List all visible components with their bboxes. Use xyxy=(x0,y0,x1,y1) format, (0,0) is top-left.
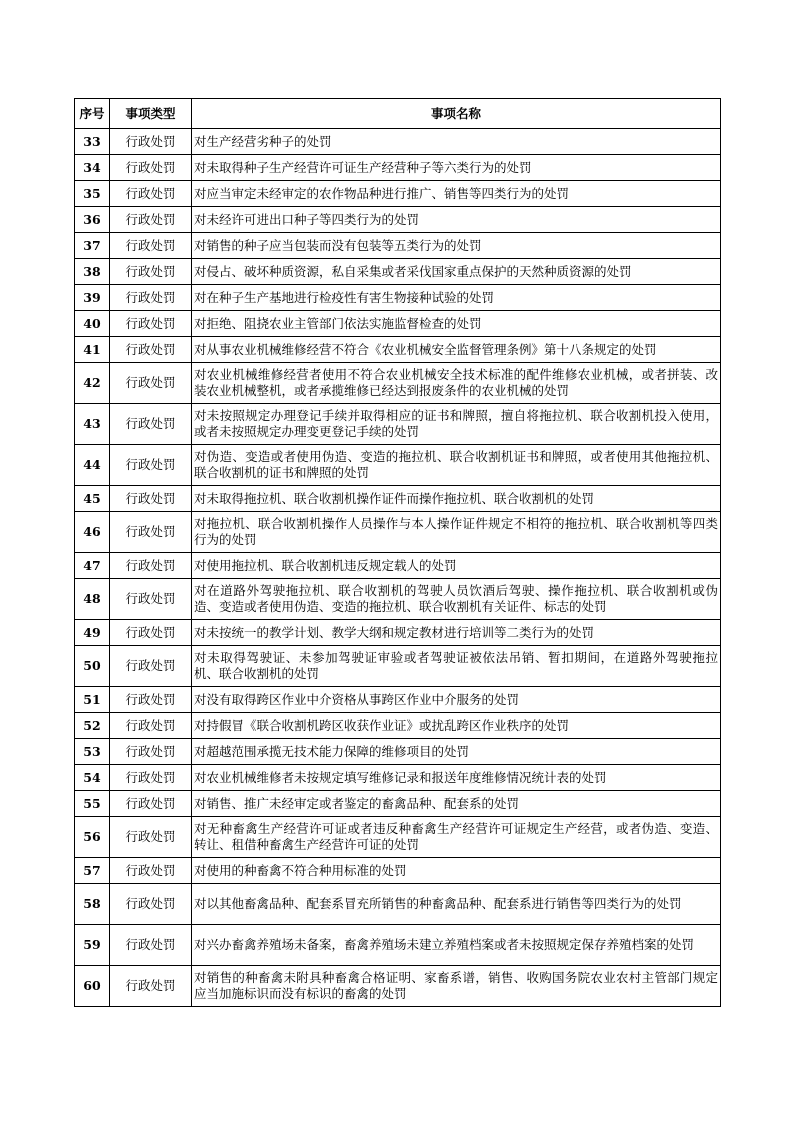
table-row xyxy=(75,311,721,337)
row-type: 行政处罚 xyxy=(110,884,192,925)
table-row xyxy=(75,512,721,553)
row-no: 49 xyxy=(75,620,110,646)
row-no: 41 xyxy=(75,337,110,363)
row-name: 对持假冒《联合收割机跨区收获作业证》或扰乱跨区作业秩序的处罚 xyxy=(192,713,721,739)
row-type: 行政处罚 xyxy=(110,311,192,337)
row-type: 行政处罚 xyxy=(110,207,192,233)
row-name: 对农业机械维修经营者使用不符合农业机械安全技术标准的配件维修农业机械，或者拼装、改装农业机械整机，或者承揽维修已经达到报废条件的农业机械的处罚 xyxy=(192,363,721,404)
row-no: 34 xyxy=(75,155,110,181)
row-name: 对未取得拖拉机、联合收割机操作证件而操作拖拉机、联合收割机的处罚 xyxy=(192,486,721,512)
row-name: 对拒绝、阻挠农业主管部门依法实施监督检查的处罚 xyxy=(192,311,721,337)
row-name: 对无种畜禽生产经营许可证或者违反种畜禽生产经营许可证规定生产经营，或者伪造、变造、转让、租借种畜禽生产经营许可证的处罚 xyxy=(192,817,721,858)
row-type: 行政处罚 xyxy=(110,966,192,1007)
table-row xyxy=(75,129,721,155)
row-no: 48 xyxy=(75,579,110,620)
row-name: 对销售的种畜禽未附具种畜禽合格证明、家畜系谱，销售、收购国务院农业农村主管部门规定应当加施标识而没有标识的畜禽的处罚 xyxy=(192,966,721,1007)
table-row xyxy=(75,713,721,739)
row-type: 行政处罚 xyxy=(110,791,192,817)
row-type: 行政处罚 xyxy=(110,765,192,791)
row-no: 45 xyxy=(75,486,110,512)
row-type: 行政处罚 xyxy=(110,713,192,739)
row-no: 43 xyxy=(75,404,110,445)
table-row xyxy=(75,966,721,1007)
row-name: 对伪造、变造或者使用伪造、变造的拖拉机、联合收割机证书和牌照，或者使用其他拖拉机、联合收割机的证书和牌照的处罚 xyxy=(192,445,721,486)
row-name: 对使用拖拉机、联合收割机违反规定载人的处罚 xyxy=(192,553,721,579)
table-row xyxy=(75,817,721,858)
row-name: 对没有取得跨区作业中介资格从事跨区作业中介服务的处罚 xyxy=(192,687,721,713)
table-row xyxy=(75,363,721,404)
row-no: 46 xyxy=(75,512,110,553)
row-type: 行政处罚 xyxy=(110,181,192,207)
row-name: 对超越范围承揽无技术能力保障的维修项目的处罚 xyxy=(192,739,721,765)
row-type: 行政处罚 xyxy=(110,620,192,646)
table-row xyxy=(75,337,721,363)
table-row xyxy=(75,765,721,791)
row-name: 对农业机械维修者未按规定填写维修记录和报送年度维修情况统计表的处罚 xyxy=(192,765,721,791)
row-type: 行政处罚 xyxy=(110,486,192,512)
row-type: 行政处罚 xyxy=(110,285,192,311)
row-name: 对未经许可进出口种子等四类行为的处罚 xyxy=(192,207,721,233)
row-no: 50 xyxy=(75,646,110,687)
row-no: 58 xyxy=(75,884,110,925)
row-no: 53 xyxy=(75,739,110,765)
table-row xyxy=(75,925,721,966)
row-type: 行政处罚 xyxy=(110,445,192,486)
row-type: 行政处罚 xyxy=(110,739,192,765)
row-name: 对生产经营劣种子的处罚 xyxy=(192,129,721,155)
row-no: 57 xyxy=(75,858,110,884)
row-no: 52 xyxy=(75,713,110,739)
row-name: 对未按照规定办理登记手续并取得相应的证书和牌照，擅自将拖拉机、联合收割机投入使用，或者未按照规定办理变更登记手续的处罚 xyxy=(192,404,721,445)
table-row xyxy=(75,858,721,884)
table-row xyxy=(75,259,721,285)
row-name: 对在种子生产基地进行检疫性有害生物接种试验的处罚 xyxy=(192,285,721,311)
table-row xyxy=(75,620,721,646)
row-type: 行政处罚 xyxy=(110,687,192,713)
row-type: 行政处罚 xyxy=(110,259,192,285)
row-type: 行政处罚 xyxy=(110,404,192,445)
row-type: 行政处罚 xyxy=(110,512,192,553)
row-no: 51 xyxy=(75,687,110,713)
row-no: 56 xyxy=(75,817,110,858)
row-name: 对未取得种子生产经营许可证生产经营种子等六类行为的处罚 xyxy=(192,155,721,181)
header-no: 序号 xyxy=(75,99,110,129)
row-name: 对未按统一的教学计划、教学大纲和规定教材进行培训等二类行为的处罚 xyxy=(192,620,721,646)
row-type: 行政处罚 xyxy=(110,858,192,884)
table-row xyxy=(75,181,721,207)
row-name: 对从事农业机械维修经营不符合《农业机械安全监督管理条例》第十八条规定的处罚 xyxy=(192,337,721,363)
row-no: 33 xyxy=(75,129,110,155)
table-row xyxy=(75,553,721,579)
document-page xyxy=(74,98,720,1007)
table-row xyxy=(75,687,721,713)
row-name: 对兴办畜禽养殖场未备案，畜禽养殖场未建立养殖档案或者未按照规定保存养殖档案的处罚 xyxy=(192,925,721,966)
row-type: 行政处罚 xyxy=(110,337,192,363)
table-row xyxy=(75,646,721,687)
row-name: 对销售的种子应当包装而没有包装等五类行为的处罚 xyxy=(192,233,721,259)
table-row xyxy=(75,884,721,925)
table-row xyxy=(75,739,721,765)
table-row xyxy=(75,791,721,817)
row-name: 对使用的种畜禽不符合种用标准的处罚 xyxy=(192,858,721,884)
table-row xyxy=(75,207,721,233)
row-type: 行政处罚 xyxy=(110,155,192,181)
row-type: 行政处罚 xyxy=(110,646,192,687)
row-name: 对侵占、破坏种质资源，私自采集或者采伐国家重点保护的天然种质资源的处罚 xyxy=(192,259,721,285)
row-name: 对销售、推广未经审定或者鉴定的畜禽品种、配套系的处罚 xyxy=(192,791,721,817)
row-type: 行政处罚 xyxy=(110,129,192,155)
row-no: 42 xyxy=(75,363,110,404)
table-row xyxy=(75,486,721,512)
row-name: 对应当审定未经审定的农作物品种进行推广、销售等四类行为的处罚 xyxy=(192,181,721,207)
row-no: 37 xyxy=(75,233,110,259)
header-name: 事项名称 xyxy=(192,99,721,129)
row-no: 44 xyxy=(75,445,110,486)
header-type: 事项类型 xyxy=(110,99,192,129)
row-no: 55 xyxy=(75,791,110,817)
table-row xyxy=(75,579,721,620)
row-no: 36 xyxy=(75,207,110,233)
row-no: 54 xyxy=(75,765,110,791)
row-type: 行政处罚 xyxy=(110,233,192,259)
row-name: 对未取得驾驶证、未参加驾驶证审验或者驾驶证被依法吊销、暂扣期间，在道路外驾驶拖拉机、联合收割机的处罚 xyxy=(192,646,721,687)
table-row xyxy=(75,155,721,181)
row-no: 60 xyxy=(75,966,110,1007)
table-header-row xyxy=(75,99,721,129)
row-no: 38 xyxy=(75,259,110,285)
row-name: 对拖拉机、联合收割机操作人员操作与本人操作证件规定不相符的拖拉机、联合收割机等四类行为的处罚 xyxy=(192,512,721,553)
items-table xyxy=(74,98,721,1007)
row-no: 39 xyxy=(75,285,110,311)
row-no: 59 xyxy=(75,925,110,966)
row-name: 对在道路外驾驶拖拉机、联合收割机的驾驶人员饮酒后驾驶、操作拖拉机、联合收割机或伪造、变造或者使用伪造、变造的拖拉机、联合收割机有关证件、标志的处罚 xyxy=(192,579,721,620)
row-type: 行政处罚 xyxy=(110,579,192,620)
row-name: 对以其他畜禽品种、配套系冒充所销售的种畜禽品种、配套系进行销售等四类行为的处罚 xyxy=(192,884,721,925)
row-type: 行政处罚 xyxy=(110,553,192,579)
table-row xyxy=(75,445,721,486)
row-type: 行政处罚 xyxy=(110,817,192,858)
row-no: 47 xyxy=(75,553,110,579)
table-row xyxy=(75,233,721,259)
table-row xyxy=(75,285,721,311)
table-row xyxy=(75,404,721,445)
row-type: 行政处罚 xyxy=(110,925,192,966)
row-no: 35 xyxy=(75,181,110,207)
row-no: 40 xyxy=(75,311,110,337)
row-type: 行政处罚 xyxy=(110,363,192,404)
